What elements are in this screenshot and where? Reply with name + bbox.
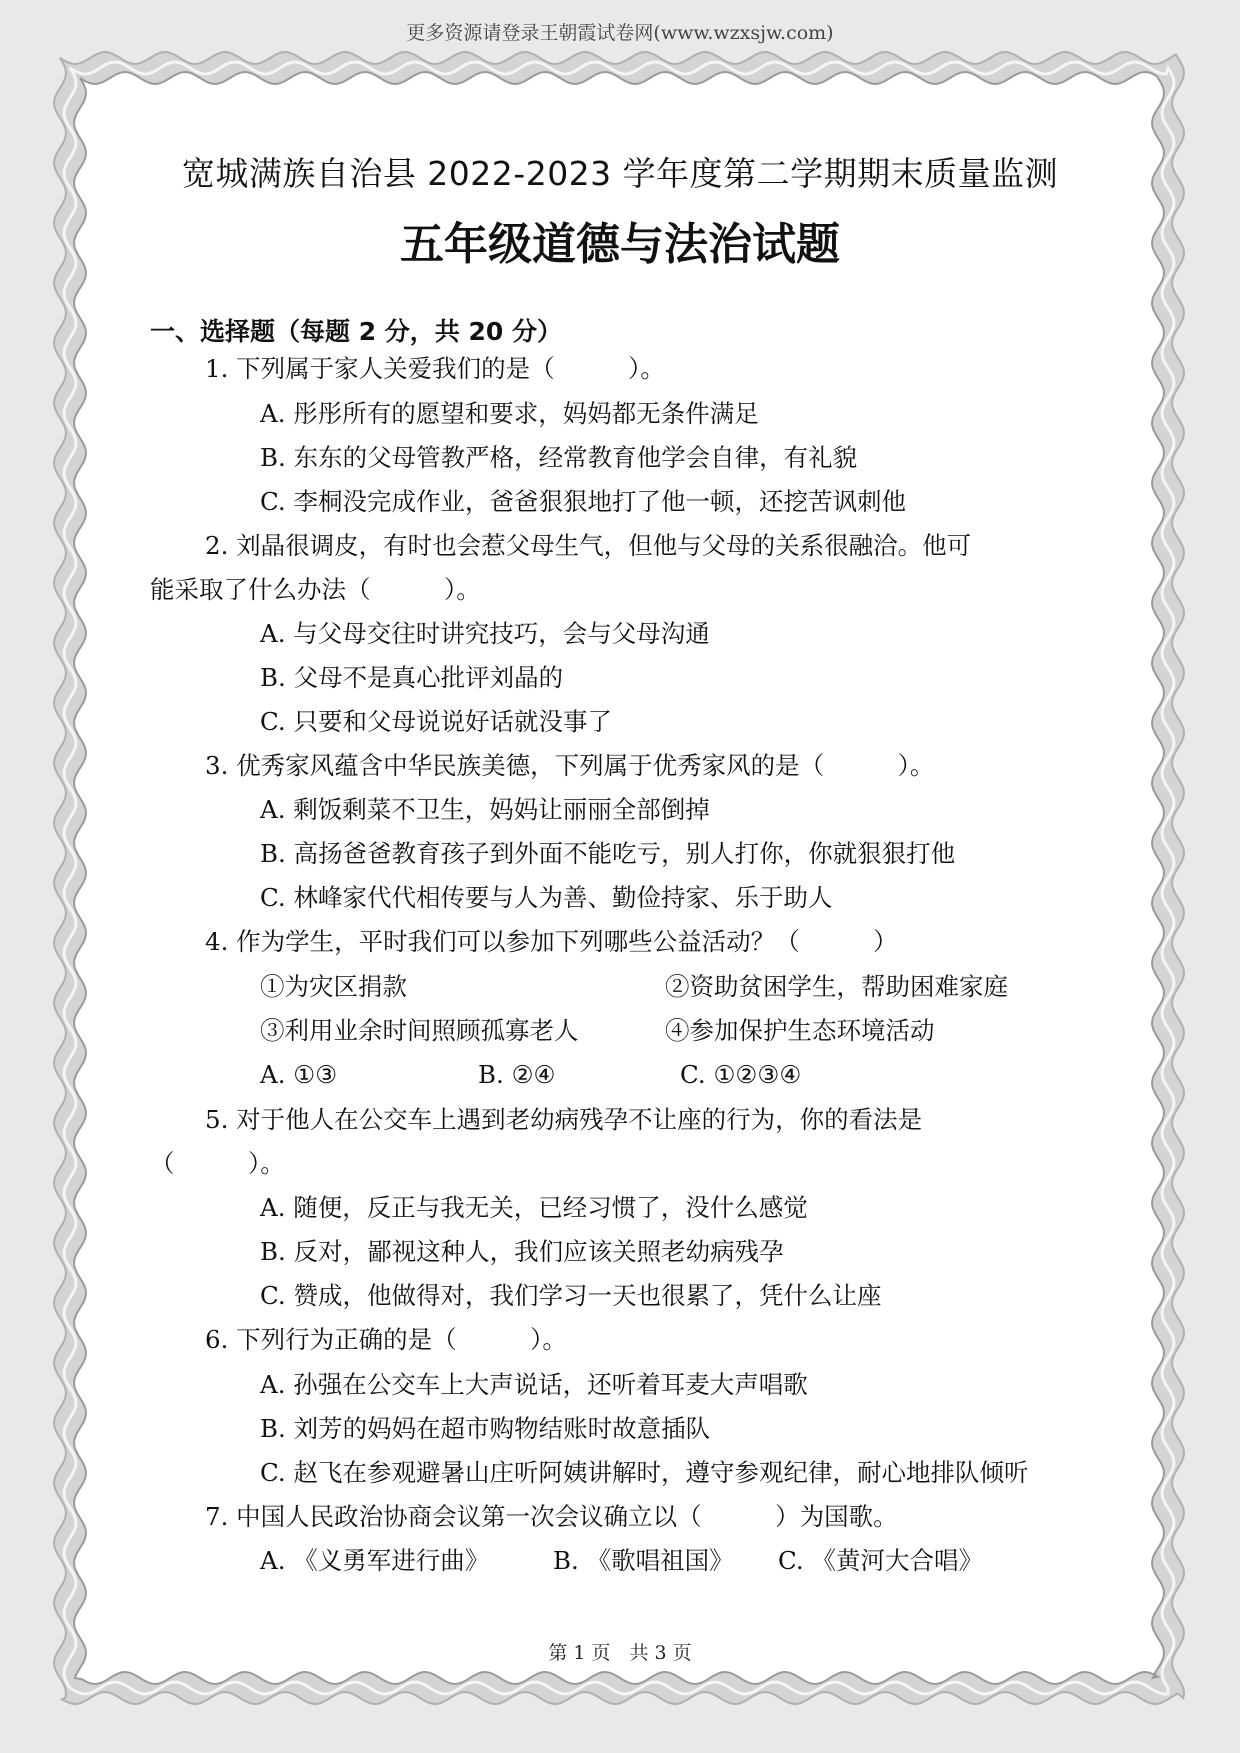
question-4-option-c: C. ①②③④: [680, 1060, 802, 1089]
question-2-option-b: B. 父母不是真心批评刘晶的: [260, 663, 564, 692]
question-1-option-a: A. 彤彤所有的愿望和要求，妈妈都无条件满足: [260, 399, 759, 428]
question-1-option-b: B. 东东的父母管教严格，经常教育他学会自律，有礼貌: [260, 443, 858, 472]
page-number: 第 1 页 共 3 页: [548, 1642, 692, 1664]
exam-header: 宽城满族自治县 2022-2023 学年度第二学期期末质量监测: [181, 154, 1059, 193]
question-1-stem: 1. 下列属于家人关爱我们的是（ ）。: [205, 354, 665, 383]
question-4-item-2: ②资助贫困学生，帮助困难家庭: [665, 972, 1008, 1001]
watermark-text: 更多资源请登录王朝霞试卷网(www.wzxsjw.com): [406, 22, 834, 44]
question-4-item-3: ③利用业余时间照顾孤寡老人: [260, 1016, 579, 1045]
question-2-stem-cont: 能采取了什么办法（ ）。: [150, 575, 481, 604]
question-6-option-b: B. 刘芳的妈妈在超市购物结账时故意插队: [260, 1414, 711, 1443]
question-5-stem: 5. 对于他人在公交车上遇到老幼病残孕不让座的行为，你的看法是: [205, 1105, 923, 1134]
question-2-option-a: A. 与父母交往时讲究技巧，会与父母沟通: [260, 619, 710, 648]
question-4-item-4: ④参加保护生态环境活动: [665, 1016, 935, 1045]
question-2-stem: 2. 刘晶很调皮，有时也会惹父母生气，但他与父母的关系很融洽。他可: [205, 531, 972, 560]
question-7-stem: 7. 中国人民政治协商会议第一次会议确立以（ ）为国歌。: [205, 1502, 898, 1531]
question-7-option-a: A. 《义勇军进行曲》: [260, 1546, 490, 1575]
question-5-stem-cont: （ ）。: [150, 1149, 285, 1178]
question-6-stem: 6. 下列行为正确的是（ ）。: [205, 1325, 567, 1354]
question-3-stem: 3. 优秀家风蕴含中华民族美德，下列属于优秀家风的是（ ）。: [205, 751, 935, 780]
question-6-option-a: A. 孙强在公交车上大声说话，还听着耳麦大声唱歌: [260, 1370, 808, 1399]
question-3-option-b: B. 高扬爸爸教育孩子到外面不能吃亏，别人打你，你就狠狠打他: [260, 839, 956, 868]
question-5-option-b: B. 反对，鄙视这种人，我们应该关照老幼病残孕: [260, 1237, 784, 1266]
question-4-option-b: B. ②④: [478, 1060, 556, 1089]
question-6-option-c: C. 赵飞在参观避暑山庄听阿姨讲解时，遵守参观纪律，耐心地排队倾听: [260, 1458, 1029, 1487]
question-3-option-a: A. 剩饭剩菜不卫生，妈妈让丽丽全部倒掉: [260, 795, 710, 824]
question-4-stem: 4. 作为学生，平时我们可以参加下列哪些公益活动？（ ）: [205, 927, 898, 956]
question-5-option-c: C. 赞成，他做得对，我们学习一天也很累了，凭什么让座: [260, 1281, 882, 1310]
question-7-option-b: B. 《歌唱祖国》: [553, 1546, 734, 1575]
question-2-option-c: C. 只要和父母说说好话就没事了: [260, 707, 612, 736]
question-4-option-a: A. ①③: [260, 1060, 338, 1089]
section-heading: 一、选择题（每题 2 分，共 20 分）: [150, 317, 563, 346]
question-5-option-a: A. 随便，反正与我无关，已经习惯了，没什么感觉: [260, 1193, 808, 1222]
question-3-option-c: C. 林峰家代代相传要与人为善、勤俭持家、乐于助人: [260, 883, 833, 912]
exam-title: 五年级道德与法治试题: [400, 219, 840, 270]
question-7-option-c: C. 《黄河大合唱》: [778, 1546, 983, 1575]
question-4-item-1: ①为灾区捐款: [260, 972, 407, 1001]
question-1-option-c: C. 李桐没完成作业，爸爸狠狠地打了他一顿，还挖苦讽刺他: [260, 487, 906, 516]
